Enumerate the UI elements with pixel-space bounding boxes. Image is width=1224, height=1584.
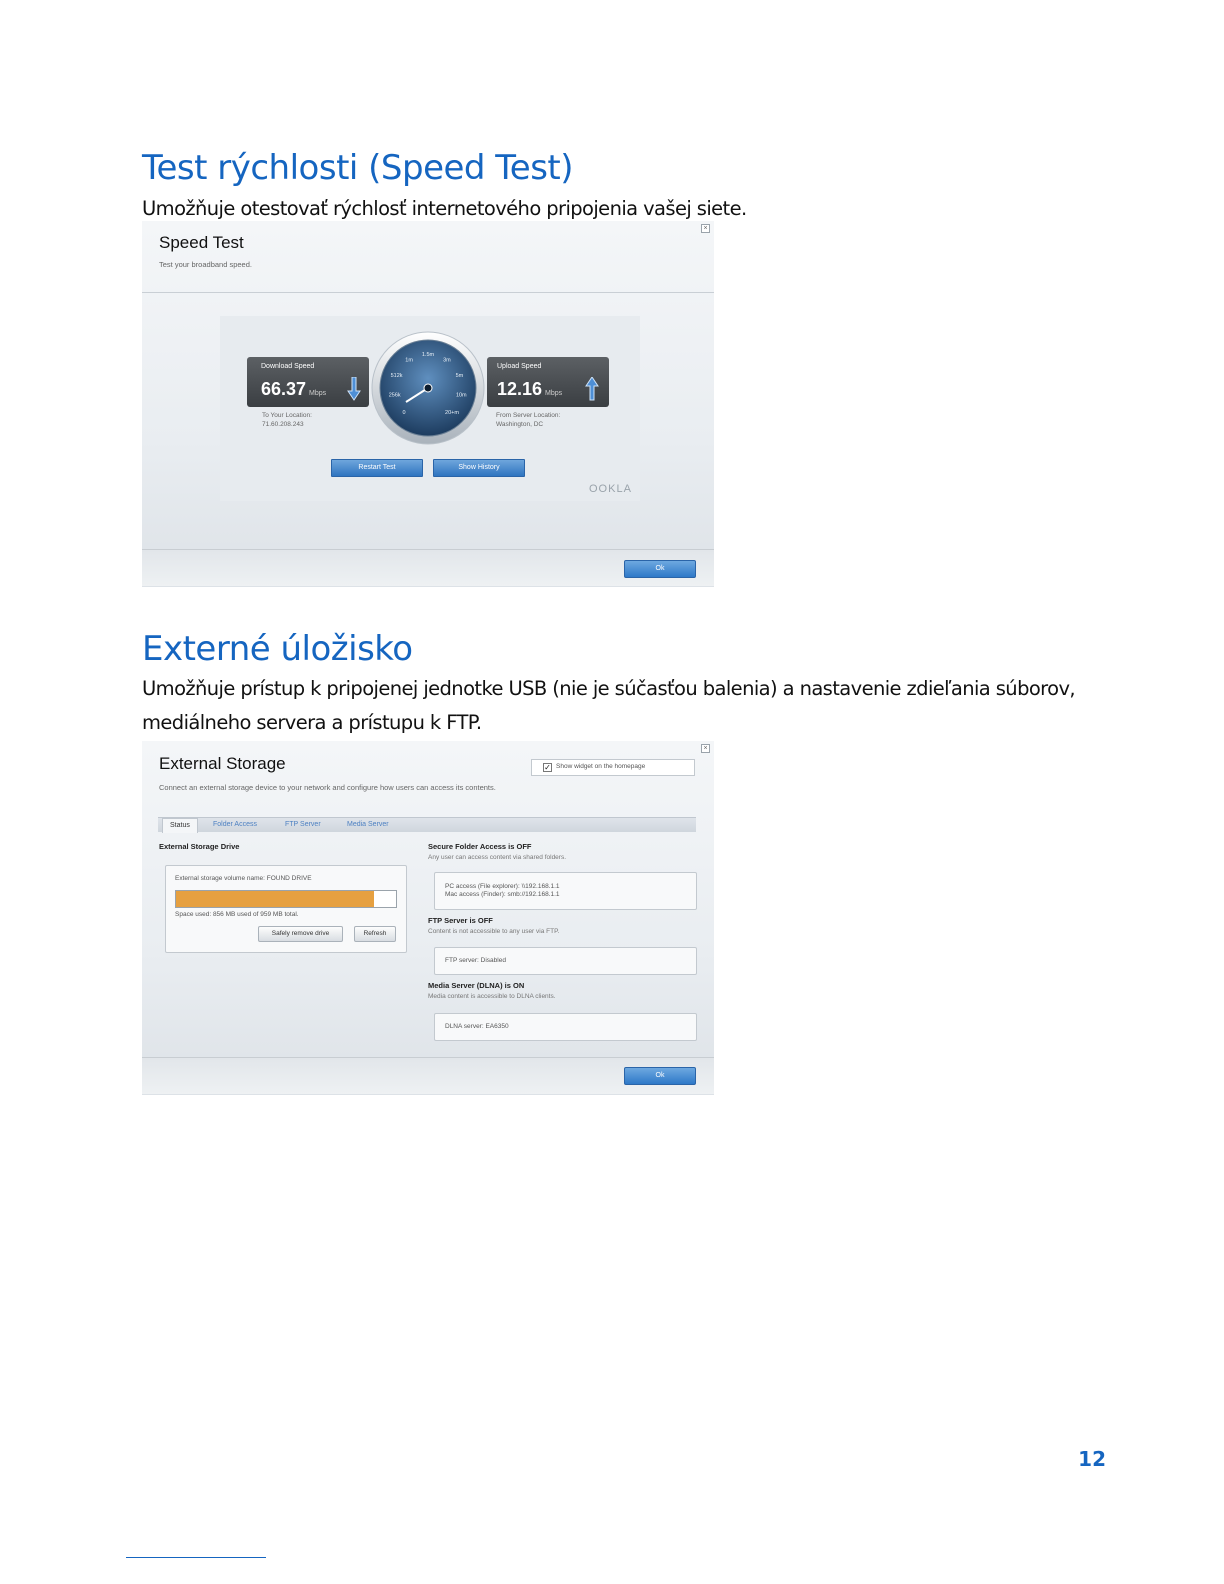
gauge-tick-label: 5m — [455, 373, 464, 379]
dlna-status: DLNA server: EA6350 — [445, 1023, 509, 1030]
download-label: Download Speed — [261, 363, 315, 370]
upload-location: From Server Location: Washington, DC — [496, 412, 561, 428]
speed-gauge — [370, 330, 486, 446]
show-history-button[interactable]: Show History — [433, 459, 525, 477]
upload-panel — [487, 357, 609, 407]
gauge-tick-label: 256k — [388, 392, 401, 399]
drive-section-title: External Storage Drive — [159, 842, 240, 851]
ftp-sub: Content is not accessible to any user via FTP. — [428, 928, 560, 935]
footnote-rule — [126, 1557, 266, 1558]
volume-name: External storage volume name: FOUND DRIVE — [175, 875, 312, 882]
usage-bar — [175, 890, 397, 908]
gauge-tick-label: 512k — [390, 373, 403, 379]
section-heading-external-storage: Externé úložisko — [142, 629, 413, 669]
ok-button[interactable]: Ok — [624, 560, 696, 578]
ookla-logo: OOKLA — [589, 483, 632, 495]
usage-bar-fill — [176, 891, 374, 907]
gauge-hub — [424, 384, 432, 392]
divider — [142, 292, 714, 293]
checkbox-checked-icon[interactable]: ✓ — [544, 763, 551, 772]
download-arrow-icon — [347, 377, 361, 401]
refresh-button[interactable]: Refresh — [354, 926, 396, 942]
download-location: To Your Location: 71.60.208.243 — [262, 412, 312, 428]
tab-media-server[interactable]: Media Server — [347, 821, 389, 828]
gauge-tick-label: 0 — [402, 410, 406, 416]
tab-status[interactable]: Status — [162, 818, 198, 833]
secure-folder-title: Secure Folder Access is OFF — [428, 842, 532, 851]
speed-test-screenshot — [142, 221, 714, 587]
dialog-subtitle: Connect an external storage device to your network and configure how users can access its contents. — [159, 783, 496, 792]
gauge-tick-label: 10m — [455, 392, 467, 399]
access-box — [434, 872, 697, 910]
upload-value: 12.16 Mbps — [497, 379, 563, 399]
drive-box — [165, 865, 407, 953]
media-title: Media Server (DLNA) is ON — [428, 981, 525, 990]
gauge-tick-label: 1.5m — [421, 352, 435, 358]
widget-checkbox-row[interactable] — [531, 759, 695, 776]
media-sub: Media content is accessible to DLNA clients. — [428, 993, 556, 1000]
upload-arrow-icon — [585, 377, 599, 401]
download-panel — [247, 357, 369, 407]
gauge-tick-label: 1m — [405, 357, 413, 364]
ok-button[interactable]: Ok — [624, 1067, 696, 1085]
close-icon[interactable]: × — [701, 224, 710, 233]
section-paragraph-external-storage: Umožňuje prístup k pripojenej jednotke USB (nie je súčasťou balenia) a nastavenie zdieľania súborov, mediálneho servera a prístupu k FTP. — [142, 677, 1076, 734]
section-paragraph-speed-test: Umožňuje otestovať rýchlosť internetového pripojenia vašej siete. — [142, 197, 747, 220]
ftp-title: FTP Server is OFF — [428, 916, 493, 925]
safely-remove-button[interactable]: Safely remove drive — [258, 926, 343, 942]
gauge-tick-label: 3m — [443, 357, 451, 364]
ftp-box — [434, 947, 697, 975]
download-value: 66.37 Mbps — [261, 379, 327, 399]
gauge-tick-label: 20+m — [445, 410, 459, 416]
space-used: Space used: 856 MB used of 959 MB total. — [175, 911, 299, 918]
pc-access: PC access (File explorer): \\192.168.1.1 — [445, 883, 560, 890]
dialog-subtitle: Test your broadband speed. — [159, 260, 252, 269]
ftp-status: FTP server: Disabled — [445, 957, 506, 964]
dlna-box — [434, 1013, 697, 1041]
section-heading-speed-test: Test rýchlosti (Speed Test) — [142, 148, 574, 188]
dialog-title: Speed Test — [159, 233, 244, 252]
restart-test-button[interactable]: Restart Test — [331, 459, 423, 477]
tab-folder-access[interactable]: Folder Access — [213, 821, 257, 828]
upload-label: Upload Speed — [497, 363, 542, 370]
widget-checkbox-label: Show widget on the homepage — [556, 763, 646, 770]
page-number: 12 — [1078, 1447, 1106, 1471]
mac-access: Mac access (Finder): smb://192.168.1.1 — [445, 891, 560, 898]
tab-ftp-server[interactable]: FTP Server — [285, 821, 321, 828]
secure-folder-sub: Any user can access content via shared folders. — [428, 854, 567, 861]
tab-bar — [158, 817, 696, 832]
external-storage-screenshot — [142, 741, 714, 1095]
dialog-title: External Storage — [159, 754, 286, 773]
close-icon[interactable]: × — [701, 744, 710, 753]
